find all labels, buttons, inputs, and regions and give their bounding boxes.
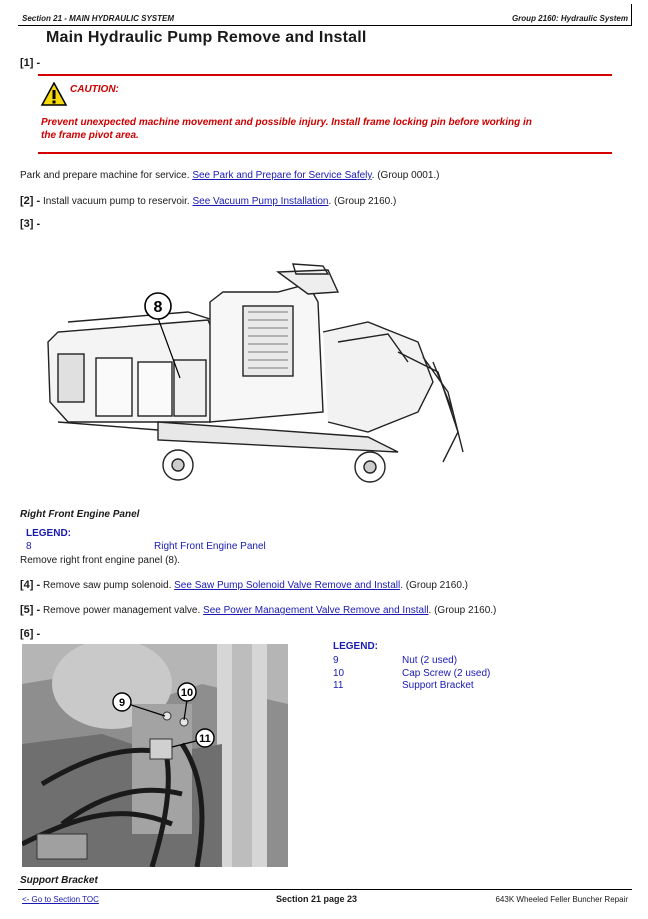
footer-doc-title: 643K Wheeled Feller Buncher Repair [495, 895, 628, 904]
header-rule-right [631, 4, 632, 26]
step-5-text [20, 604, 496, 616]
link-power-management-valve[interactable]: See Power Management Valve Remove and Install [203, 605, 429, 616]
step-6-number: [6] - [20, 628, 41, 640]
step-1-instruction: Park and prepare machine for service. [20, 170, 190, 181]
link-vacuum-pump[interactable]: See Vacuum Pump Installation [192, 196, 329, 207]
step-4-instruction: Remove saw pump solenoid. [42, 580, 172, 591]
step-4-number: [4] - [20, 579, 41, 591]
step-2-instruction: Install vacuum pump to reservoir. [42, 196, 190, 207]
caution-text-line2: the frame pivot area. [41, 130, 139, 141]
callout-9: 9 [118, 697, 126, 709]
caution-text-line1: Prevent unexpected machine movement and possible injury. Install frame locking pin before working in [41, 117, 532, 128]
step-4-group: . (Group 2160.) [400, 580, 469, 591]
figure-2-caption: Support Bracket [20, 875, 98, 886]
step-3-number: [3] - [20, 218, 41, 230]
footer-rule [18, 889, 632, 890]
legend-2-label-9: Nut (2 used) [402, 655, 458, 666]
legend-2-label-11: Support Bracket [402, 680, 474, 691]
legend-2-title: LEGEND: [333, 641, 378, 652]
legend-1-label: Right Front Engine Panel [154, 541, 266, 552]
step-5-group: . (Group 2160.) [428, 605, 497, 616]
legend-2-num-11: 11 [333, 680, 344, 691]
caution-bottom-rule [38, 152, 612, 154]
step-3-instruction: Remove right front engine panel (8). [20, 555, 181, 566]
caution-label: CAUTION: [70, 84, 119, 95]
page-title: Main Hydraulic Pump Remove and Install [46, 29, 367, 46]
footer-toc-link[interactable]: <- Go to Section TOC [22, 895, 99, 904]
link-park-prepare[interactable]: See Park and Prepare for Service Safely [192, 170, 372, 181]
step-1-text [20, 170, 439, 181]
step-4-text [20, 579, 468, 591]
step-1-group: . (Group 0001.) [371, 170, 440, 181]
step-5-number: [5] - [20, 604, 41, 616]
section-header: Section 21 - MAIN HYDRAULIC SYSTEM [22, 14, 175, 23]
callout-11: 11 [199, 733, 211, 745]
footer-page-number: Section 21 page 23 [276, 894, 358, 904]
figure-1-caption: Right Front Engine Panel [20, 509, 140, 520]
header-rule [18, 25, 632, 26]
legend-1-num: 8 [26, 541, 32, 552]
caution-top-rule [38, 74, 612, 76]
legend-2-num-10: 10 [333, 668, 345, 679]
link-saw-pump-solenoid[interactable]: See Saw Pump Solenoid Valve Remove and Install [174, 580, 401, 591]
group-header: Group 2160: Hydraulic System [511, 14, 628, 23]
support-bracket-photo [22, 644, 288, 872]
machine-illustration [38, 262, 468, 489]
step-5-instruction: Remove power management valve. [42, 605, 201, 616]
step-2-text [20, 195, 396, 207]
step-2-group: . (Group 2160.) [328, 196, 397, 207]
legend-2-label-10: Cap Screw (2 used) [402, 668, 491, 679]
legend-2-num-9: 9 [333, 655, 339, 666]
step-2-number: [2] - [20, 195, 41, 207]
callout-10: 10 [180, 687, 194, 699]
callout-8: 8 [153, 299, 163, 316]
legend-1-title: LEGEND: [26, 528, 71, 539]
step-1-number: [1] - [20, 57, 41, 69]
warning-triangle-icon [41, 82, 67, 111]
